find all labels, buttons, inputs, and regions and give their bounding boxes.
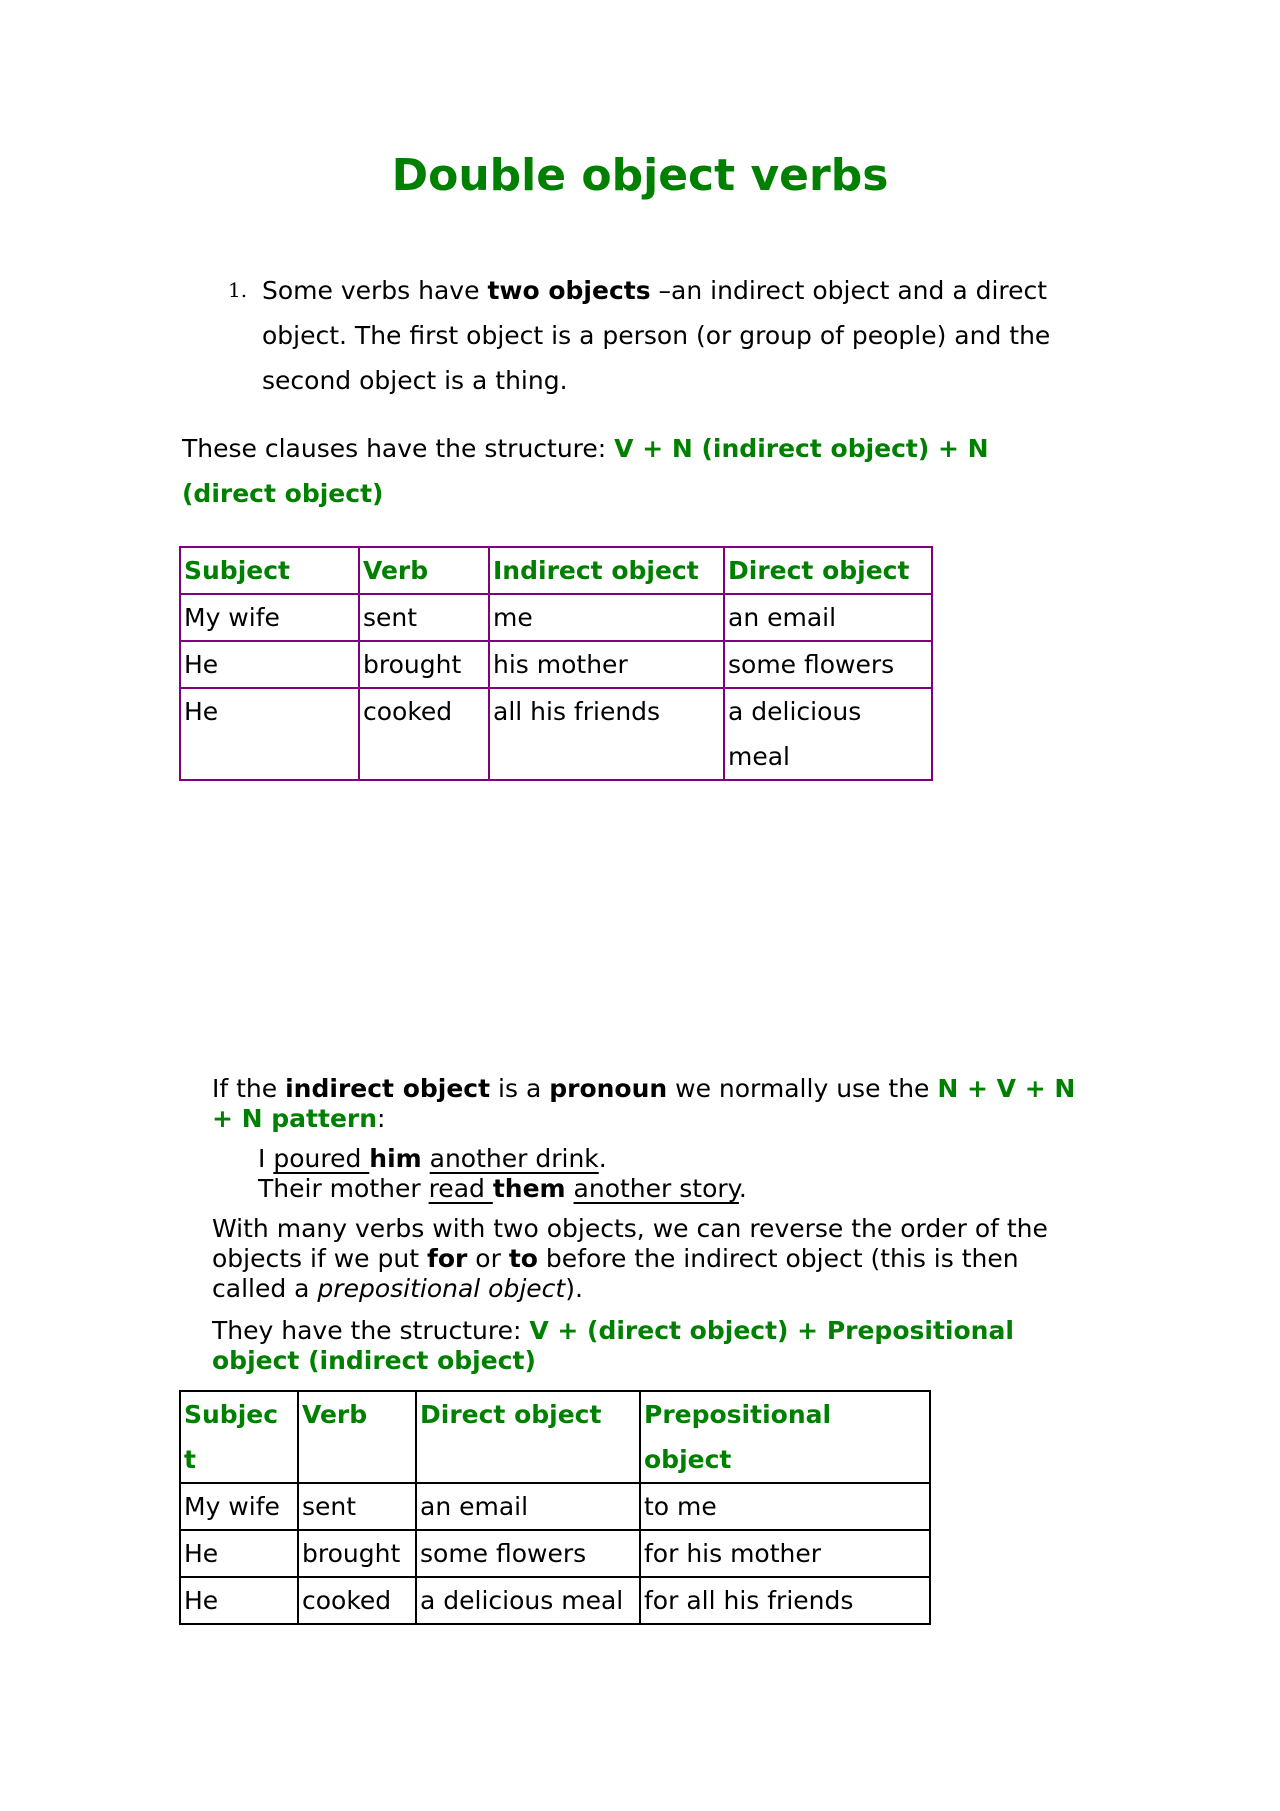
table-cell: brought [298,1530,416,1577]
header-direct-object: Direct object [724,547,932,594]
item-text-a: Some verbs have [262,276,488,305]
table-cell: an email [416,1483,640,1530]
table-row [180,1530,930,1577]
structure-1-prefix: These clauses have the structure: [182,434,615,463]
example-2-direct: another story [573,1174,739,1203]
structure-line-2 [212,1316,1092,1376]
header-direct-object: Direct object [416,1391,640,1483]
table-row [180,641,932,688]
list-number: 1. [228,278,248,302]
table-cell: My wife [180,1483,298,1530]
header-prepositional-object: Prepositional object [640,1391,930,1483]
table-cell: sent [359,594,489,641]
table-row [180,688,932,780]
page-title: Double object verbs [391,150,889,201]
pronoun-bold-2: pronoun [549,1074,668,1103]
table-cell: to me [640,1483,930,1530]
example-2-subject: Their mother [258,1174,421,1203]
reverse-text-1: With many verbs with two objects, we can reverse the order of the objects if we put [212,1214,1048,1273]
table-cell: He [180,641,359,688]
item-text-b: –an indirect object and a direct object. The first object is a person (or group of people) and the second object is a thing. [262,276,1051,395]
header-verb: Verb [359,547,489,594]
reverse-paragraph [212,1214,1092,1304]
table-row [180,1577,930,1624]
table-header-row [180,547,932,594]
structure-2-prefix: They have the structure: [212,1316,530,1345]
example-2-indirect: them [492,1174,566,1203]
pronoun-text-2: is a [490,1074,550,1103]
table-cell: cooked [298,1577,416,1624]
table-row [180,594,932,641]
table-cell: brought [359,641,489,688]
item-bold: two objects [487,276,651,305]
reverse-text-2: or [467,1244,509,1273]
pronoun-text-4: : [377,1104,386,1133]
example-2-verb: read [428,1174,493,1203]
example-1-subject: I [258,1144,266,1173]
table-cell: an email [724,594,932,641]
example-sentence-1 [258,1144,607,1174]
table-cell: He [180,688,359,780]
pronoun-paragraph [212,1074,1092,1134]
table-cell: sent [298,1483,416,1530]
table-cell: cooked [359,688,489,780]
pronoun-pattern: N + V + N + N pattern [212,1074,1076,1133]
table-cell: some flowers [416,1530,640,1577]
pronoun-text-1: If the [212,1074,286,1103]
reverse-text-3: before the indirect object (this is then called a [212,1244,1019,1303]
pronoun-bold-1: indirect object [285,1074,491,1103]
reverse-italic: prepositional object [317,1274,566,1303]
table-cell: a delicious meal [416,1577,640,1624]
list-item-two-objects [262,268,1092,403]
header-subject: Subjec t [180,1391,298,1483]
table-cell: for all his friends [640,1577,930,1624]
table-cell: He [180,1530,298,1577]
table-row [180,1483,930,1530]
reverse-bold-for: for [426,1244,468,1273]
table-cell: My wife [180,594,359,641]
reverse-bold-to: to [508,1244,538,1273]
example-1-direct: another drink [429,1144,599,1173]
table-cell: all his friends [489,688,724,780]
example-2-end: . [738,1174,747,1203]
double-object-table [179,546,933,781]
header-indirect-object: Indirect object [489,547,724,594]
example-1-verb: poured [273,1144,370,1173]
structure-1-formula: V + N (indirect object) + N (direct object) [182,434,989,508]
example-1-end: . [598,1144,607,1173]
table-cell: his mother [489,641,724,688]
pronoun-text-3: we normally use the [667,1074,938,1103]
header-verb: Verb [298,1391,416,1483]
table-cell: He [180,1577,298,1624]
table-cell: me [489,594,724,641]
table-cell: some flowers [724,641,932,688]
header-subject: Subject [180,547,359,594]
structure-2-formula: V + (direct object) + Prepositional object (indirect object) [212,1316,1014,1375]
table-header-row [180,1391,930,1483]
structure-line-1 [182,426,1082,516]
example-1-indirect: him [369,1144,422,1173]
table-cell: a delicious meal [724,688,932,780]
example-sentence-2 [258,1174,747,1204]
prepositional-object-table [179,1390,931,1625]
table-cell: for his mother [640,1530,930,1577]
reverse-text-4: ). [565,1274,583,1303]
